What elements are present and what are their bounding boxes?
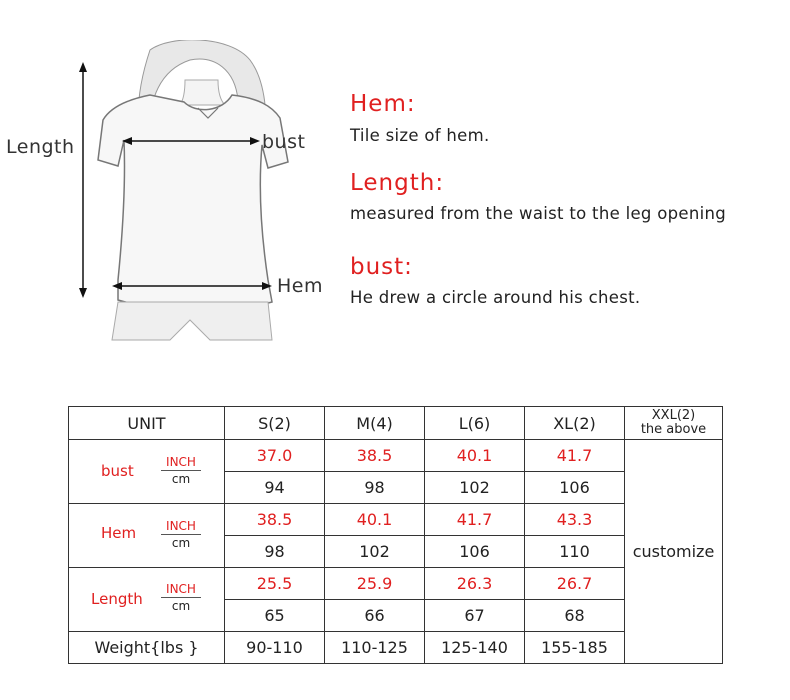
length-definition: measured from the waist to the leg opening	[350, 204, 727, 223]
value-cm: 110	[525, 536, 625, 568]
value-inch: 41.7	[425, 504, 525, 536]
value-inch: 38.5	[325, 440, 425, 472]
inch-label: INCH	[161, 455, 201, 471]
value-cm: 102	[325, 536, 425, 568]
bust-label: bust	[262, 131, 306, 153]
weight-value: 125-140	[425, 632, 525, 664]
size-header: S(2)	[225, 407, 325, 440]
hem-label: Hem	[277, 275, 323, 297]
size-header: M(4)	[325, 407, 425, 440]
measure-name: bust	[101, 462, 134, 480]
unit-fraction	[161, 519, 201, 550]
tshirt-sketch-illustration	[0, 40, 340, 350]
value-cm: 106	[425, 536, 525, 568]
size-header: L(6)	[425, 407, 525, 440]
measure-cell-bust	[69, 440, 225, 504]
size-header-xxl	[625, 407, 723, 440]
value-cm: 66	[325, 600, 425, 632]
hem-term: Hem:	[350, 91, 416, 117]
value-cm: 98	[325, 472, 425, 504]
value-inch: 40.1	[325, 504, 425, 536]
table-header-row	[69, 407, 723, 440]
customize-cell: customize	[625, 440, 723, 664]
inch-label: INCH	[161, 582, 201, 598]
cm-label: cm	[171, 536, 191, 550]
value-inch: 41.7	[525, 440, 625, 472]
weight-label: Weight{lbs }	[69, 632, 225, 664]
xxl-label: XXL(2)	[651, 408, 696, 423]
value-inch: 26.7	[525, 568, 625, 600]
size-header: XL(2)	[525, 407, 625, 440]
weight-value: 110-125	[325, 632, 425, 664]
value-inch: 25.9	[325, 568, 425, 600]
measure-cell-hem	[69, 504, 225, 568]
bust-definition: He drew a circle around his chest.	[350, 288, 641, 307]
value-cm: 98	[225, 536, 325, 568]
length-term: Length:	[350, 170, 445, 196]
bust-term: bust:	[350, 254, 413, 280]
xxl-sublabel: the above	[640, 422, 707, 437]
unit-fraction	[161, 582, 201, 613]
value-inch: 43.3	[525, 504, 625, 536]
weight-value: 155-185	[525, 632, 625, 664]
inch-label: INCH	[161, 519, 201, 535]
value-cm: 67	[425, 600, 525, 632]
cm-label: cm	[171, 472, 191, 486]
table-row-weight	[69, 632, 723, 664]
unit-header: UNIT	[69, 407, 225, 440]
value-cm: 65	[225, 600, 325, 632]
value-cm: 68	[525, 600, 625, 632]
value-inch: 26.3	[425, 568, 525, 600]
measure-name: Length	[91, 590, 143, 608]
value-inch: 25.5	[225, 568, 325, 600]
length-label: Length	[6, 136, 75, 158]
tshirt-outline	[98, 95, 288, 310]
value-cm: 94	[225, 472, 325, 504]
table-row	[69, 504, 723, 536]
size-chart-table	[68, 406, 723, 664]
value-cm: 106	[525, 472, 625, 504]
value-inch: 38.5	[225, 504, 325, 536]
unit-fraction	[161, 455, 201, 486]
cm-label: cm	[171, 599, 191, 613]
value-inch: 37.0	[225, 440, 325, 472]
weight-value: 90-110	[225, 632, 325, 664]
value-inch: 40.1	[425, 440, 525, 472]
hem-definition: Tile size of hem.	[350, 126, 490, 145]
measure-name: Hem	[101, 524, 137, 542]
measure-cell-length	[69, 568, 225, 632]
table-row	[69, 568, 723, 600]
value-cm: 102	[425, 472, 525, 504]
table-row	[69, 440, 723, 472]
